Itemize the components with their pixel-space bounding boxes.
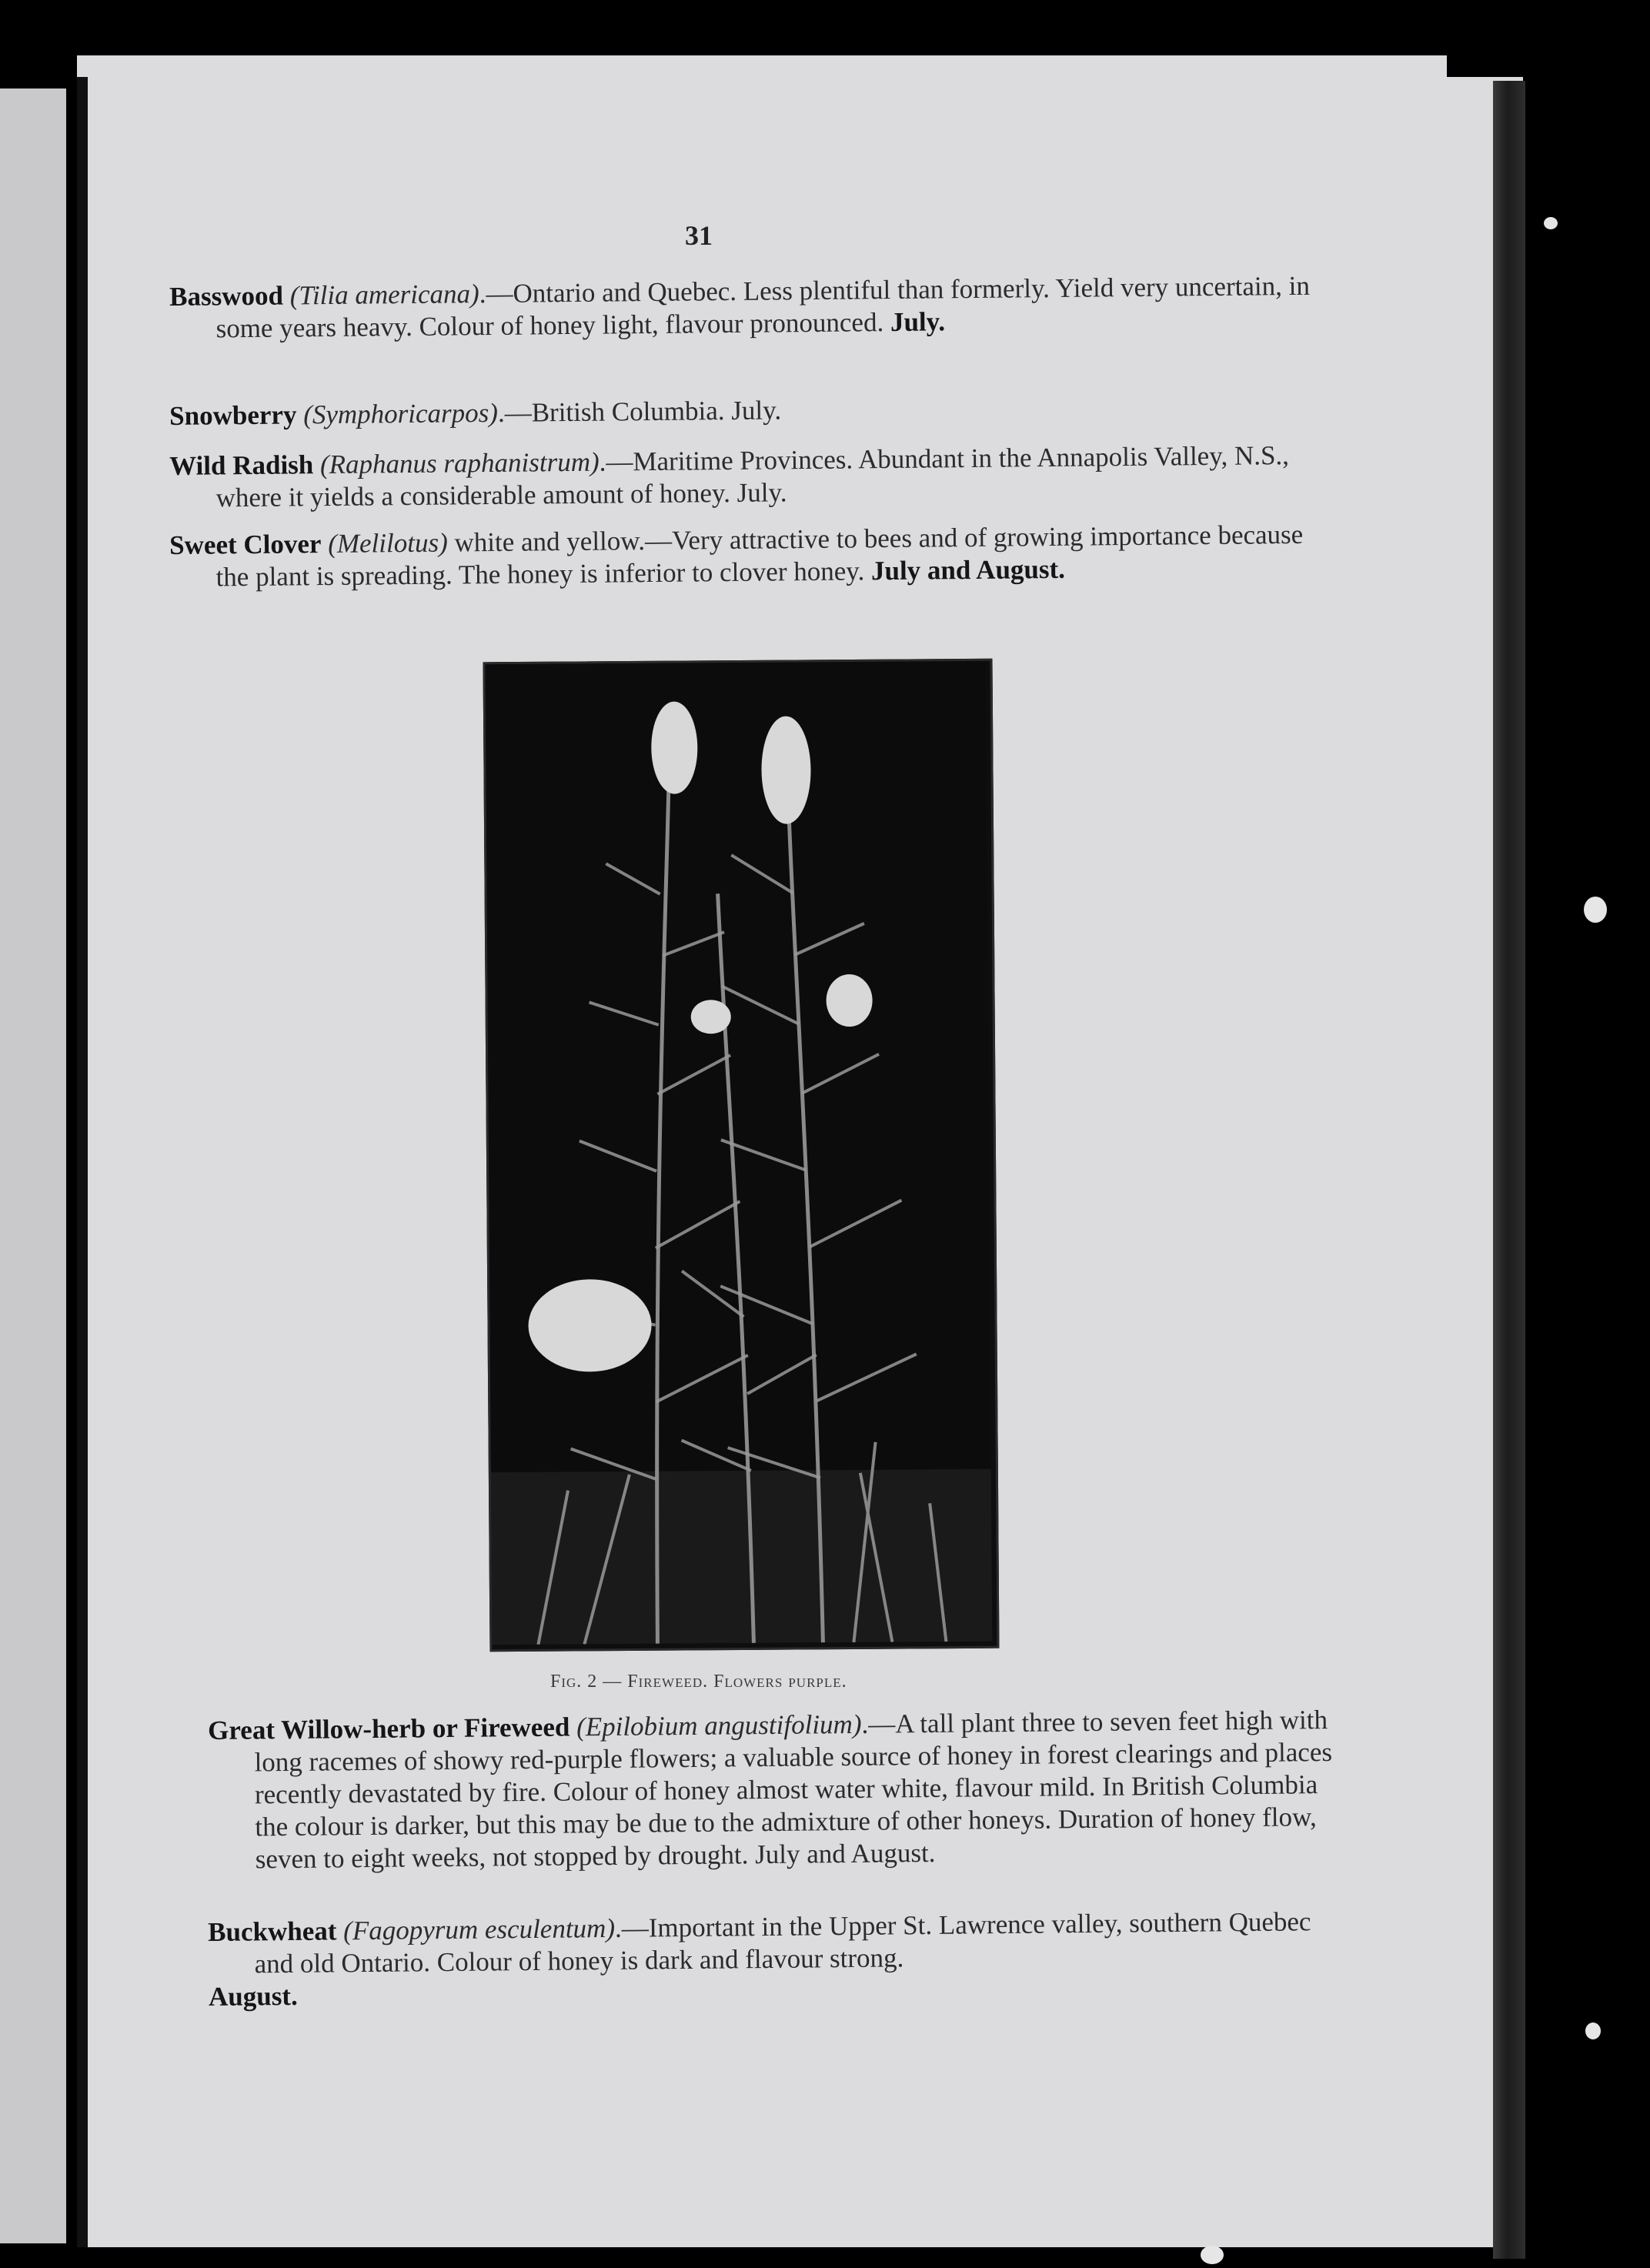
entry-latin-name: (Epilobium angustifolium) <box>576 1709 862 1742</box>
entry-basswood <box>169 270 1324 346</box>
entry-latin-name: (Tilia americana) <box>289 279 479 311</box>
scan-speck <box>1584 897 1607 923</box>
entry-name: Sweet Clover <box>169 529 322 560</box>
page-number: 31 <box>685 220 713 251</box>
entry-body: .—A tall plant three to seven feet high with long racemes of showy red-purple flowers; a valuable source of honey in forest clearings and places recently devastated by fire. Colour of honey almost water white, flavour mild. In British Columbia the colour is darker, but this may be due to the admixture of other honeys. Duration of honey flow, seven to eight weeks, not stopped by drought. July and August. <box>254 1705 1333 1875</box>
entry-wild-radish <box>169 439 1324 515</box>
entry-latin-name: (Raphanus raphanistrum) <box>319 446 600 480</box>
entry-latin-name: (Melilotus) <box>328 527 448 559</box>
left-page-edge <box>0 89 66 2243</box>
entry-body: .—Important in the Upper St. Lawrence valley, southern Quebec and old Ontario. Colour of honey is dark and flavour strong. <box>254 1906 1311 1979</box>
entry-buckwheat <box>208 1906 1348 2013</box>
entry-name: Great Willow-herb or Fireweed <box>208 1712 570 1745</box>
scan-speck <box>1544 217 1558 229</box>
entry-latin-name: (Symphoricarpos) <box>303 397 499 430</box>
entry-body: .—Maritime Provinces. Abundant in the Annapolis Valley, N.S., where it yields a considerable amount of honey. July. <box>215 440 1290 513</box>
entry-body: white and yellow.—Very attractive to bees and of growing importance because the plant is spreading. The honey is inferior to clover honey. <box>215 519 1304 593</box>
scan-speck <box>1585 2022 1601 2039</box>
entry-month: July. <box>890 306 946 338</box>
fireweed-plant-image <box>486 661 993 1645</box>
entry-name: Basswood <box>169 280 284 312</box>
entry-body: .—Ontario and Quebec. Less plentiful than formerly. Yield very uncertain, in some years heavy. Colour of honey light, flavour pronounced. <box>215 270 1311 344</box>
entry-month: August. <box>208 1980 298 2012</box>
entry-month: July and August. <box>870 553 1066 586</box>
entry-willow-herb <box>208 1704 1348 1876</box>
entry-name: Buckwheat <box>208 1916 337 1947</box>
entry-name: Snowberry <box>169 399 297 431</box>
book-binding-edge <box>1493 81 1525 2259</box>
entry-latin-name: (Fagopyrum esculentum) <box>343 1912 616 1946</box>
entry-name: Wild Radish <box>169 449 314 481</box>
entry-body: .—British Columbia. July. <box>497 395 782 428</box>
fireweed-photo <box>483 659 1000 1652</box>
figure-caption: Fig. 2 — Fireweed. Flowers purple. <box>550 1672 847 1692</box>
scan-speck <box>1201 2246 1224 2264</box>
entry-sweet-clover <box>169 519 1324 594</box>
